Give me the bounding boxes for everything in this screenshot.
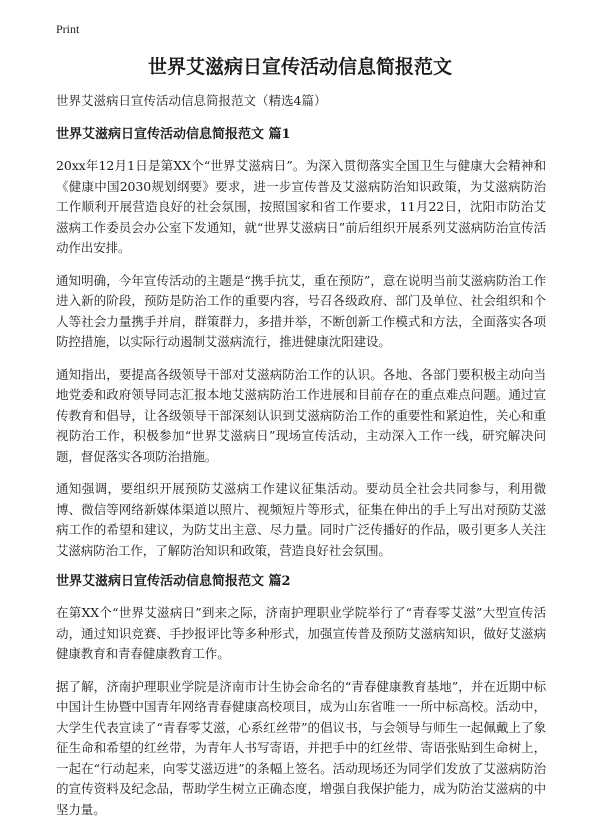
section-heading: 世界艾滋病日宣传活动信息简报范文 篇2 (56, 574, 291, 589)
paragraph: 据了解，济南护理职业学院是济南市计生协会命名的“青春健康教育基地”，并在近期中标中国计生协暨中国青年网络青春健康高校项目，成为山东省唯一一所中标高校。活动中，大学生代表宣读了“青春零艾滋，心系红丝带”的倡议书，与会领导与师生一起佩戴上了象征生命和希望的红丝带，为青年人书写寄语，并把手中的红丝带、寄语张贴到生命树上，一起在“行动起来，向零艾滋迈进”的条幅上签名。活动现场还为同学们发放了艾滋病防治的宣传资料及纪念品，帮助学生树立正确态度，增强自我保护能力，成为防治艾滋病的中坚力量。 (56, 678, 546, 817)
section-heading: 世界艾滋病日宣传活动信息简报范文 篇1 (56, 127, 291, 142)
print-link[interactable]: Print (56, 22, 80, 36)
section-2 (56, 573, 546, 820)
paragraph: 通知强调，要组织开展预防艾滋病工作建议征集活动。要动员全社会共同参与，利用微博、微信等网络新媒体渠道以照片、视频短片等形式，征集在伸出的手上写出对预防艾滋病工作的希望和建议，为防艾出主意、尽力量。同时广泛传播好的作品，吸引更多人关注艾滋病防治工作，了解防治知识和政策，营造良好社会氛围。 (56, 481, 546, 558)
document-body (56, 92, 546, 832)
paragraph: 通知指出，要提高各级领导干部对艾滋病防治工作的认识。各地、各部门要积极主动向当地党委和政府领导同志汇报本地艾滋病防治工作进展和目前存在的重点难点问题。通过宣传教育和倡导，让各级领导干部深刻认识到艾滋病防治工作的重要性和紧迫性，关心和重视防治工作，积极参加“世界艾滋病日”现场宣传活动，主动深入工作一线，研究解决问题，督促落实各项防治措施。 (56, 366, 546, 464)
document-subtitle: 世界艾滋病日宣传活动信息简报范文（精选4篇） (56, 93, 327, 108)
document-title: 世界艾滋病日宣传活动信息简报范文 (147, 56, 452, 78)
paragraph: 在第XX个“世界艾滋病日”到来之际，济南护理职业学院举行了“青春零艾滋”大型宣传活动，通过知识竞赛、手抄报评比等多种形式，加强宣传普及预防艾滋病知识，做好艾滋病健康教育和青春健康教育工作。 (56, 605, 546, 661)
paragraph: 通知明确，今年宣传活动的主题是“携手抗艾，重在预防”，意在说明当前艾滋病防治工作进入新的阶段，预防是防治工作的重要内容，号召各级政府、部门及单位、社会组织和个人等社会力量携手并肩，群策群力，多措并举，不断创新工作模式和方法，全面落实各项防控措施，以实际行动遏制艾滋病流行，推进健康沈阳建设。 (56, 272, 546, 349)
section-1 (56, 126, 546, 561)
paragraph: 20xx年12月1日是第XX个“世界艾滋病日”。为深入贯彻落实全国卫生与健康大会精神和《健康中国2030规划纲要》要求，进一步宣传普及艾滋病防治知识政策，为艾滋病防治工作顺利开展营造良好的社会氛围，按照国家和省工作要求，11月22日，沈阳市防治艾滋病工作委员会办公室下发通知，就“世界艾滋病日”前后组织开展系列艾滋病防治宣传活动作出安排。 (56, 158, 546, 255)
